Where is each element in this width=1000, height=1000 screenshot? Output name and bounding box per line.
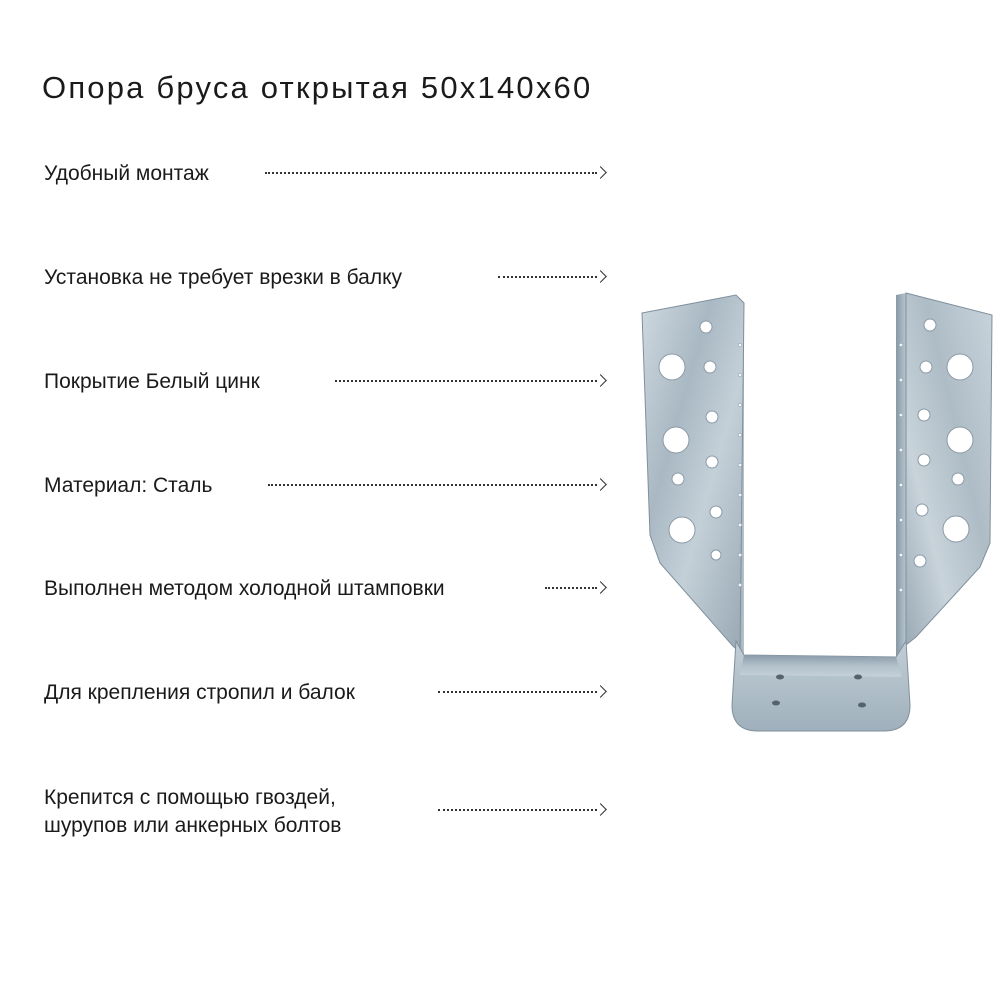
arrow-right-icon [265, 166, 606, 180]
arrow-right-icon [438, 803, 606, 817]
feature-label: Покрытие Белый цинк [44, 370, 260, 393]
feature-item-1 [44, 160, 209, 188]
feature-item-4 [44, 472, 212, 500]
page-title: Опора бруса открытая 50x140x60 [42, 70, 593, 105]
feature-label: Удобный монтаж [44, 162, 209, 185]
feature-item-3 [44, 368, 260, 396]
feature-label: Материал: Сталь [44, 474, 213, 497]
feature-label-line-1: Крепится с помощью гвоздей, [44, 786, 336, 809]
feature-item-5 [44, 575, 445, 603]
feature-item-6 [44, 679, 355, 707]
joist-hanger-image [640, 285, 996, 735]
arrow-right-icon [335, 374, 606, 388]
feature-label: Выполнен методом холодной штамповки [44, 577, 445, 600]
arrow-right-icon [545, 581, 606, 595]
feature-label: Для крепления стропил и балок [44, 681, 355, 704]
feature-label: Установка не требует врезки в балку [44, 266, 403, 289]
arrow-right-icon [498, 270, 606, 284]
feature-item-2 [44, 264, 402, 292]
arrow-right-icon [268, 478, 606, 492]
feature-label-line-2: шурупов или анкерных болтов [44, 814, 342, 837]
feature-item-7 [44, 784, 341, 840]
arrow-right-icon [438, 685, 606, 699]
